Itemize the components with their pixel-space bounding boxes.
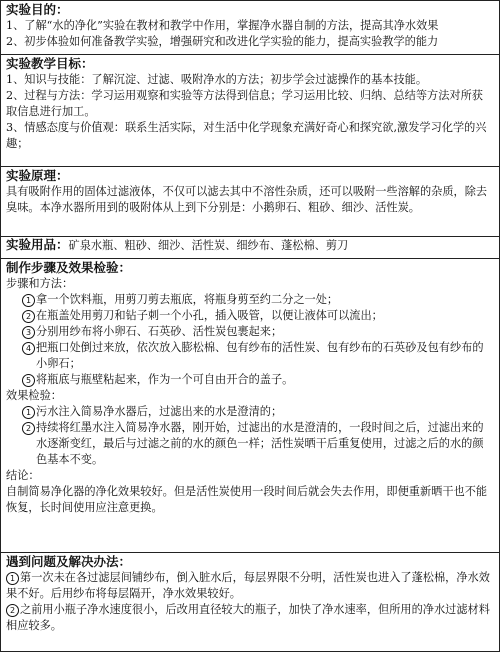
section-title-steps: 制作步骤及效果检验： [6,260,132,275]
step-item [6,308,494,324]
section-goals [1,55,499,167]
materials-text: 矿泉水瓶、粗砂、细沙、活性炭、细纱布、蓬松棉、剪刀 [68,239,349,252]
problem-number: 2 [6,604,19,617]
problem-item [6,570,494,602]
effect-text: 污水注入简易净水器后，过滤出来的水是澄清的； [36,405,283,418]
step-number: 5 [22,374,35,387]
effect-item [6,404,494,420]
problem-number: 1 [6,572,19,585]
goal-line-1: 1、知识与技能：了解沉淀、过滤、吸附净水的方法；初步学会过滤操作的基本技能。 [6,73,428,86]
section-title-materials: 实验用品： [6,237,69,252]
step-number: 4 [22,342,35,355]
step-text: 在瓶盖处用剪刀和钻子刺一个小孔，插入吸管，以便让液体可以流出； [36,309,383,322]
effect-label: 效果检验： [6,389,62,402]
step-item [6,292,494,308]
step-item [6,372,494,388]
section-problems [1,553,499,651]
effect-item [6,420,494,468]
step-text: 把瓶口处倒过来放，依次放入膨松棉、包有纱布的活性炭、包有纱布的石英砂及包有纱布的小卵石； [36,341,484,370]
purpose-line-1: 1、了解“水的净化”实验在教材和教学中作用，掌握净水器自制的方法，提高其净水效果 [6,19,439,32]
section-title-goals: 实验教学目标： [6,56,94,71]
step-item [6,340,494,372]
method-label: 步骤和方法： [6,277,74,290]
section-materials [1,237,499,259]
effect-number: 1 [22,406,35,419]
step-number: 1 [22,294,35,307]
section-title-principle: 实验原理： [6,168,69,183]
problem-item [6,602,494,634]
conclusion-text: 自制简易净化器的净化效果较好。但是活性炭使用一段时间后就会失去作用，即便重新晒干也不能恢复，长时间使用应注意更换。 [6,485,488,514]
goal-line-3: 3、情感态度与价值观：联系生活实际，对生活中化学现象充满好奇心和探究欲,激发学习化学的兴趣； [6,121,487,150]
problem-text: 之前用小瓶子净水速度很小，后改用直径较大的瓶子，加快了净水速率，但所用的净水过滤材料相应较多。 [6,603,490,632]
step-text: 拿一个饮料瓶，用剪刀剪去瓶底，将瓶身剪至约二分之一处； [36,293,339,306]
step-item [6,324,494,340]
step-number: 3 [22,326,35,339]
conclusion-label: 结论： [6,469,40,482]
section-title-purpose: 实验目的： [6,2,69,17]
section-purpose [1,1,499,55]
section-steps [1,259,499,553]
principle-text: 具有吸附作用的固体过滤液体，不仅可以滤去其中不溶性杂质，还可以吸附一些溶解的杂质，除去臭味。本净水器所用到的吸附体从上到下分别是：小鹅卵石、粗砂、细沙、活性炭。 [6,185,488,214]
effect-text: 持续将红墨水注入简易净水器，刚开始，过滤出的水是澄清的，一段时间之后，过滤出来的水逐渐变红，最后与过滤之前的水的颜色一样；活性炭晒干后重复使用，过滤之后的水的颜色基本不变。 [36,421,484,466]
section-title-problems: 遇到问题及解决办法： [6,554,132,569]
goal-line-2: 2、过程与方法：学习运用观察和实验等方法得到信息；学习运用比较、归纳、总结等方法对所获取信息进行加工。 [6,89,483,118]
purpose-line-2: 2、初步体验如何准备教学实验，增强研究和改进化学实验的能力，提高实验教学的能力 [6,35,439,48]
problem-text: 第一次未在各过滤层间铺纱布，倒入脏水后，每层界限不分明，活性炭也进入了蓬松棉，净水效果不好。后用纱布将每层隔开，净水效果较好。 [6,571,490,600]
step-text: 分别用纱布将小卵石、石英砂、活性炭包裹起来； [36,325,283,338]
section-principle [1,167,499,237]
step-number: 2 [22,310,35,323]
effect-number: 2 [22,422,35,435]
step-text: 将瓶底与瓶壁粘起来，作为一个可自由开合的盖子。 [36,373,294,386]
